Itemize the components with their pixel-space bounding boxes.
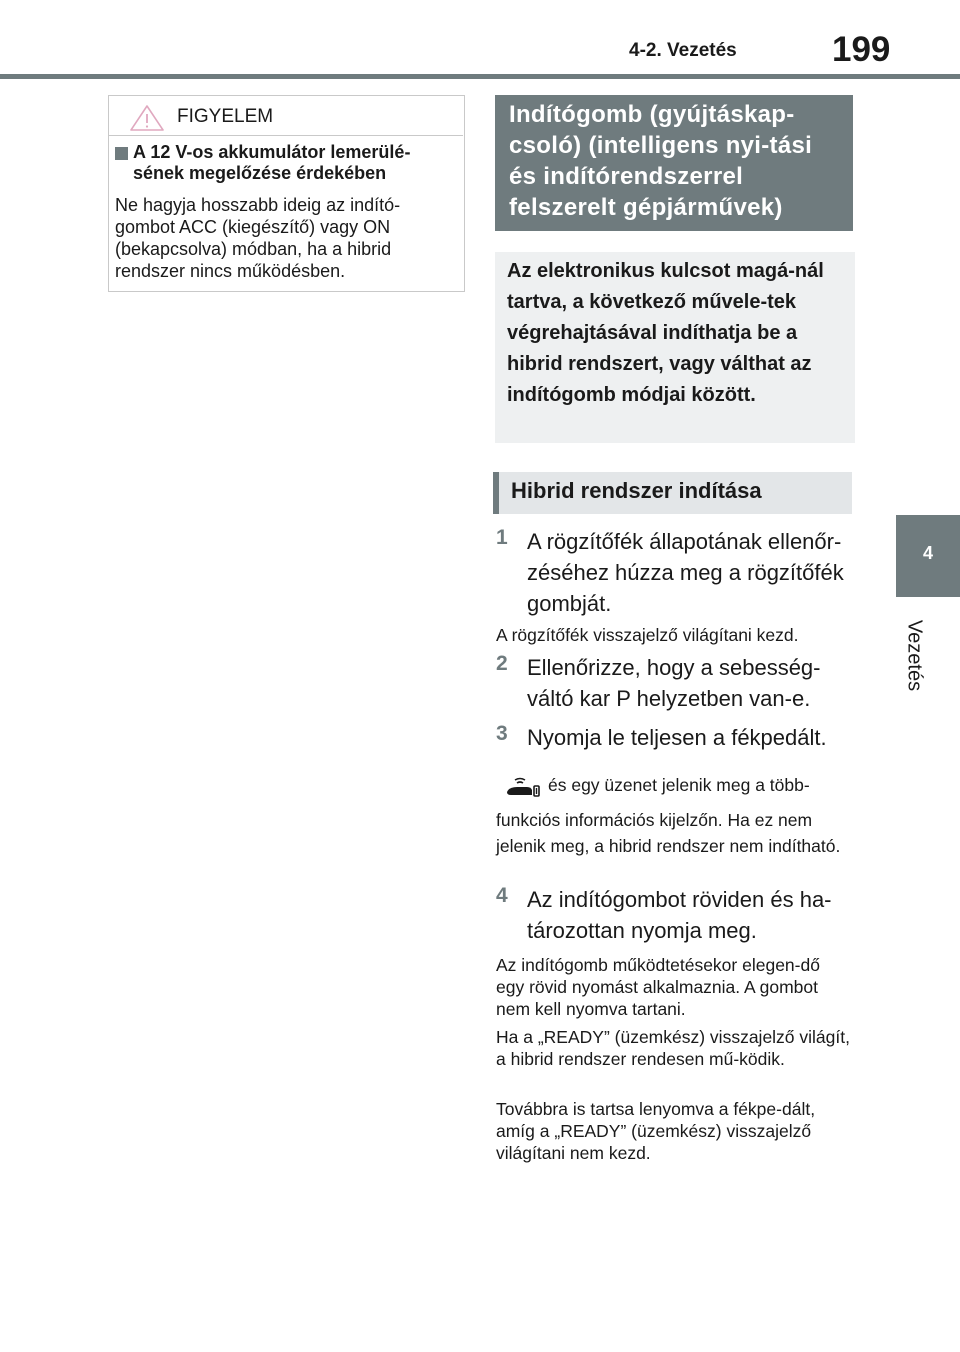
section-label: 4-2. Vezetés (629, 40, 737, 61)
square-bullet-icon (115, 147, 128, 160)
subheading: Hibrid rendszer indítása (511, 478, 762, 503)
note-step-1: A rögzítőfék visszajelző világítani kezd. (496, 625, 799, 645)
warning-subtitle: A 12 V-os akkumulátor lemerülé-sének megelőzése érdekében (133, 142, 411, 183)
warning-triangle-icon (129, 104, 165, 132)
intro-text: Az elektronikus kulcsot magá-nál tartva, a következő művele-tek végrehajtásával indíthatja be a hibrid rendszert, vagy válthat az indítógomb módjai között. (507, 260, 824, 406)
chapter-label-text: Vezetés (903, 619, 926, 692)
note-step-4-c: Továbbra is tartsa lenyomva a fékpe-dált, amíg a „READY” (üzemkész) visszajelző világítani nem kezd. (496, 1099, 816, 1163)
note-step-4-b: Ha a „READY” (üzemkész) visszajelző világít, a hibrid rendszer rendesen mű-ködik. (496, 1027, 850, 1069)
section-title: Indítógomb (gyújtáskap-csoló) (intelligens nyi-tási és indítórendszerrel felszerelt gépjárművek) (509, 101, 813, 221)
note-step-3-first-line: és egy üzenet jelenik meg a több- (548, 775, 810, 795)
step-number: 1 (496, 526, 508, 549)
step-text: Nyomja le teljesen a fékpedált. (527, 725, 827, 750)
page-number: 199 (832, 30, 891, 69)
step-text: Az indítógombot röviden és ha-tározottan nyomja meg. (527, 887, 832, 943)
step-number: 2 (496, 652, 508, 675)
key-indicator-icon (505, 776, 541, 798)
warning-body: Ne hagyja hosszabb ideig az indító-gombot ACC (kiegészítő) vagy ON (bekapcsolva) módban, ha a hibrid rendszer nincs működésben. (115, 195, 401, 281)
header-divider (0, 74, 960, 79)
chapter-tab (896, 515, 960, 597)
warning-title: FIGYELEM (177, 106, 274, 127)
subheading-box (493, 472, 852, 514)
section-title-box (495, 95, 853, 231)
note-step-3: funkciós információs kijelzőn. Ha ez nem jelenik meg, a hibrid rendszer nem indítható. (496, 810, 841, 856)
warning-box (108, 95, 465, 292)
step-text: Ellenőrizze, hogy a sebesség-váltó kar P helyzetben van-e. (527, 655, 821, 711)
warning-header (109, 96, 463, 136)
chapter-label (897, 610, 931, 700)
intro-box (495, 252, 855, 443)
step-text: A rögzítőfék állapotának ellenőr-zéséhez húzza meg a rögzítőfék gombját. (527, 529, 844, 616)
chapter-number: 4 (922, 543, 933, 563)
note-step-4-a: Az indítógomb működtetésekor elegen-dő egy rövid nyomást alkalmaznia. A gombot nem kell nyomva tartani. (496, 955, 820, 1019)
step-number: 3 (496, 722, 508, 745)
step-number: 4 (496, 884, 508, 907)
